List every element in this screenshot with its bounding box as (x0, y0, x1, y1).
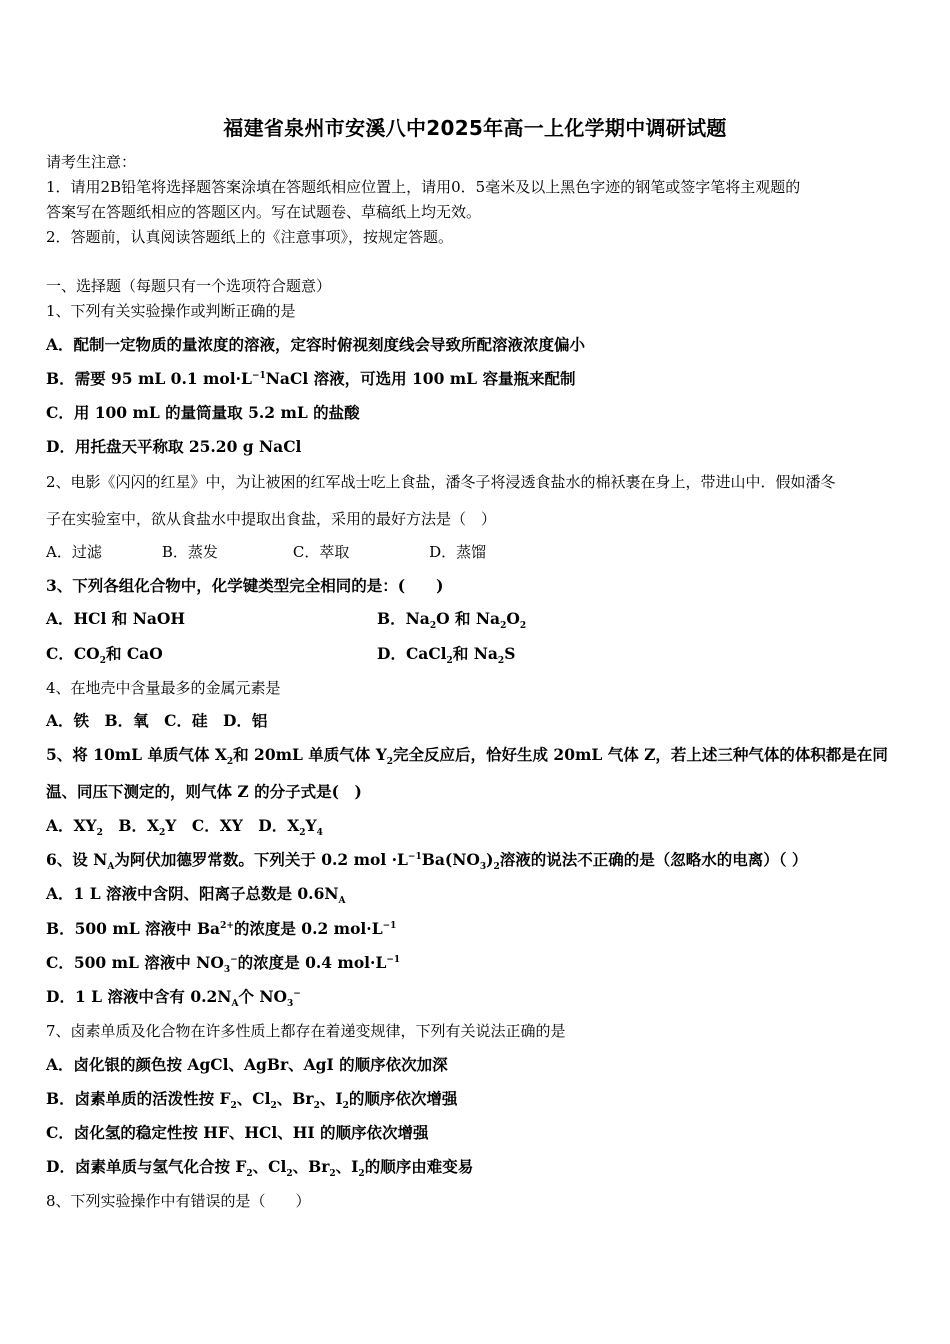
text-segment: A．XY (46, 816, 97, 835)
text-segment: 的浓度是 0.4 mol·L (237, 953, 387, 972)
subscript: 2 (519, 621, 527, 632)
text-segment: B．卤素单质的活泼性按 F (46, 1089, 231, 1108)
text-segment: 子在实验室中，欲从食盐水中提取出食盐，采用的最好方法是（ ） (46, 510, 497, 528)
superscript: −1 (251, 370, 266, 381)
answer-option (46, 1089, 458, 1112)
text-line (46, 509, 496, 529)
subscript: 2 (497, 656, 505, 667)
text-segment: 、Br (292, 1157, 330, 1176)
text-segment: D．卤素单质与氢气化合按 F (46, 1157, 247, 1176)
answer-option (377, 609, 527, 632)
subscript: 3 (223, 965, 231, 976)
text-segment: D．1 L 溶液中含有 0.2N (46, 987, 232, 1006)
text-segment: O 和 Na (436, 609, 501, 628)
text-segment: 1．请用2B铅笔将选择题答案涂填在答题纸相应位置上，请用0．5毫米及以上黑色字迹的钢笔或签字笔将主观题的 (46, 178, 801, 196)
text-segment: B．500 mL 溶液中 Ba (46, 919, 221, 938)
text-segment: 4、在地壳中含量最多的金属元素是 (46, 679, 281, 697)
subscript: 2 (230, 1101, 237, 1112)
answer-option (46, 609, 185, 629)
text-segment: 个 NO (238, 987, 288, 1006)
text-segment: Ba(NO (421, 850, 480, 869)
subscript: 2 (386, 757, 394, 768)
subscript: 2 (342, 1101, 349, 1112)
answer-option (46, 1055, 448, 1075)
text-segment: 和 CaO (105, 644, 163, 663)
subscript: 2 (446, 656, 453, 667)
subscript: 2 (96, 828, 103, 839)
text-segment: 的浓度是 0.2 mol·L (233, 919, 383, 938)
text-segment: B．X (102, 816, 160, 835)
text-segment: 的顺序由难变易 (364, 1157, 474, 1176)
text-segment: D．CaCl (377, 644, 447, 663)
text-line (46, 227, 453, 247)
text-segment: Y (305, 816, 317, 835)
text-segment: 、I (319, 1089, 343, 1108)
text-segment: A．配制一定物质的量浓度的溶液，定容时俯视刻度线会导致所配溶液浓度偏小 (46, 335, 586, 354)
answer-option (46, 335, 585, 355)
answer-option (46, 884, 346, 907)
answer-option (46, 953, 401, 976)
text-segment: 为阿伏加德罗常数。下列关于 0.2 mol ·L (114, 850, 408, 869)
text-line (46, 782, 362, 802)
superscript: −1 (407, 851, 422, 862)
subscript: A (338, 896, 346, 907)
subscript: 2 (299, 828, 306, 839)
document-title: 福建省泉州市安溪八中2025年高一上化学期中调研试题 (223, 116, 727, 140)
subscript: 2 (313, 1101, 320, 1112)
text-segment: B．Na (377, 609, 430, 628)
text-segment: 的顺序依次增强 (348, 1089, 458, 1108)
question-stem (46, 745, 888, 768)
text-segment: 7、卤素单质及化合物在许多性质上都存在着递变规律，下列有关说法正确的是 (46, 1022, 566, 1040)
text-segment: 答案写在答题纸相应的答题区内。写在试题卷、草稿纸上均无效。 (46, 203, 482, 221)
text-segment: 和 Na (452, 644, 498, 663)
text-segment: 、I (335, 1157, 359, 1176)
text-segment: 溶液的说法不正确的是（忽略水的电离）（ ） (499, 850, 808, 869)
text-segment: C．CO (46, 644, 100, 663)
text-segment: A．1 L 溶液中含阴、阳离子总数是 0.6N (46, 884, 339, 903)
text-segment: 一、选择题（每题只有一个选项符合题意） (46, 277, 332, 295)
answer-option (46, 369, 575, 389)
text-segment: ) (486, 850, 494, 869)
text-segment: B．需要 95 mL 0.1 mol·L (46, 369, 252, 388)
subscript: 2 (246, 1169, 253, 1180)
text-segment: A．卤化银的颜色按 AgCl、AgBr、AgI 的顺序依次加深 (46, 1055, 448, 1074)
section-heading (46, 276, 331, 296)
text-segment: 5、将 10mL 单质气体 X (46, 745, 227, 764)
text-segment: C．用 100 mL 的量筒量取 5.2 mL 的盐酸 (46, 403, 360, 422)
answer-option (46, 919, 396, 939)
text-segment: 8、下列实验操作中有错误的是（ ） (46, 1192, 311, 1210)
subscript: 2 (270, 1101, 277, 1112)
text-segment: A．过滤 B．蒸发 C．萃取 D．蒸馏 (46, 543, 487, 561)
text-segment: 完全反应后，恰好生成 20mL 气体 Z，若上述三种气体的体积都是在同 (393, 745, 888, 764)
text-segment: A．HCl 和 NaOH (46, 609, 186, 628)
answer-option (46, 437, 301, 457)
text-segment: D．用托盘天平称取 25.20 g NaCl (46, 437, 302, 456)
question-stem (46, 678, 281, 698)
text-segment: 和 20mL 单质气体 Y (233, 745, 387, 764)
text-line (46, 177, 800, 197)
subscript: 3 (479, 862, 487, 873)
notice-heading (46, 152, 136, 172)
text-segment: 2、电影《闪闪的红星》中，为让被困的红军战士吃上食盐，潘冬子将浸透食盐水的棉袄裹在身上，带进山中．假如潘冬 (46, 473, 836, 491)
text-segment: A．铁 B．氧 C．硅 D．铝 (46, 711, 268, 730)
text-segment: 2．答题前，认真阅读答题纸上的《注意事项》，按规定答题。 (46, 228, 454, 246)
answer-option (46, 1157, 474, 1180)
text-segment: 1、下列有关实验操作或判断正确的是 (46, 302, 296, 320)
text-segment: C．卤化氢的稳定性按 HF、HCl、HI 的顺序依次增强 (46, 1123, 429, 1142)
question-stem (46, 576, 443, 596)
answer-option (46, 1123, 429, 1143)
subscript: 2 (159, 828, 166, 839)
subscript: 2 (329, 1169, 336, 1180)
answer-option (46, 816, 323, 839)
superscript: −1 (382, 920, 397, 931)
text-segment: 6、设 N (46, 850, 108, 869)
subscript: 2 (429, 621, 437, 632)
subscript: A (231, 999, 239, 1010)
text-segment: O (506, 609, 520, 628)
question-stem (46, 850, 808, 873)
answer-option (46, 542, 486, 562)
superscript: 2+ (220, 920, 234, 931)
subscript: 2 (99, 656, 106, 667)
subscript: 4 (316, 828, 323, 839)
text-segment: C．500 mL 溶液中 NO (46, 953, 224, 972)
subscript: 2 (226, 757, 234, 768)
text-segment: 请考生注意： (46, 153, 137, 171)
subscript: 2 (286, 1169, 293, 1180)
text-line (46, 202, 481, 222)
question-stem (46, 472, 836, 492)
answer-option (377, 644, 516, 667)
text-segment: 、Cl (236, 1089, 271, 1108)
text-segment: 温、同压下测定的，则气体 Z 的分子式是( ) (46, 782, 362, 801)
question-stem (46, 1191, 311, 1211)
answer-option (46, 644, 163, 667)
text-segment: 、Cl (252, 1157, 287, 1176)
text-segment: 、Br (276, 1089, 314, 1108)
superscript: − (230, 954, 238, 965)
text-segment: Y C．XY D．X (165, 816, 300, 835)
question-stem (46, 1021, 566, 1041)
superscript: − (293, 988, 301, 999)
subscript: 3 (287, 999, 294, 1010)
subscript: 2 (500, 621, 507, 632)
text-segment: NaCl 溶液，可选用 100 mL 容量瓶来配制 (265, 369, 576, 388)
text-segment: 3、下列各组化合物中，化学键类型完全相同的是：( ) (46, 576, 444, 595)
answer-option (46, 987, 301, 1010)
question-stem (46, 301, 296, 321)
subscript: 2 (493, 862, 500, 873)
superscript: −1 (386, 954, 401, 965)
answer-option (46, 403, 360, 423)
answer-option (46, 711, 267, 731)
subscript: A (107, 862, 115, 873)
text-segment: S (504, 644, 516, 663)
subscript: 2 (358, 1169, 365, 1180)
